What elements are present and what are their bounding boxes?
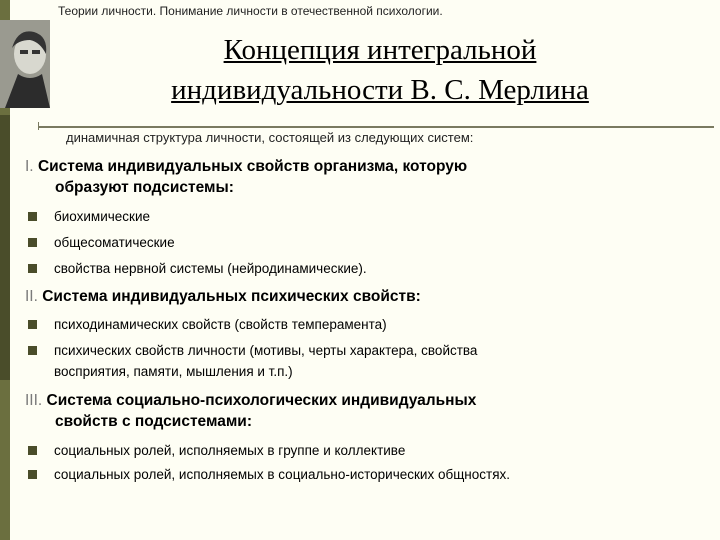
section-1-heading xyxy=(25,156,467,198)
title-line-2: индивидуальности В. С. Мерлина xyxy=(171,74,589,106)
list-item-text: психодинамических свойств (свойств темперамента) xyxy=(54,317,387,332)
square-bullet-icon xyxy=(28,238,37,247)
section-number: II. xyxy=(25,288,38,305)
portrait-photo xyxy=(0,20,50,108)
title-line-1: Концепция интегральной xyxy=(223,34,537,66)
section-2-heading xyxy=(25,286,421,307)
section-number: I. xyxy=(25,158,34,175)
square-bullet-icon xyxy=(28,264,37,273)
section-3-heading xyxy=(25,390,476,432)
section-heading-line: Система индивидуальных психических свойств: xyxy=(42,288,421,305)
slide-title xyxy=(110,30,650,110)
list-item-text: общесоматические xyxy=(54,235,175,250)
list-item-text: свойства нервной системы (нейродинамические). xyxy=(54,261,367,276)
list-item-text: психических свойств личности (мотивы, черты характера, свойства xyxy=(54,343,478,358)
section-number: III. xyxy=(25,392,43,409)
section-heading-line: образуют подсистемы: xyxy=(55,179,234,196)
square-bullet-icon xyxy=(28,346,37,355)
list-item-text: социальных ролей, исполняемых в группе и коллективе xyxy=(54,443,406,458)
section-heading-line: Система индивидуальных свойств организма, которую xyxy=(37,158,468,175)
list-item-text: восприятия, памяти, мышления и т.п.) xyxy=(54,364,293,379)
list-item-text: социальных ролей, исполняемых в социально-исторических общностях. xyxy=(54,467,511,482)
square-bullet-icon xyxy=(28,446,37,455)
square-bullet-icon xyxy=(28,470,37,479)
subtitle: динамичная структура личности, состоящей из следующих систем: xyxy=(66,130,474,145)
square-bullet-icon xyxy=(28,212,37,221)
section-heading-line: свойств с подсистемами: xyxy=(55,413,252,430)
slide-header: Теории личности. Понимание личности в отечественной психологии. xyxy=(58,4,443,18)
left-decor-band-dark xyxy=(0,115,10,380)
square-bullet-icon xyxy=(28,320,37,329)
list-item-text: биохимические xyxy=(54,209,150,224)
section-heading-line: Система социально-психологических индивидуальных xyxy=(46,392,477,409)
title-rule xyxy=(38,126,714,128)
